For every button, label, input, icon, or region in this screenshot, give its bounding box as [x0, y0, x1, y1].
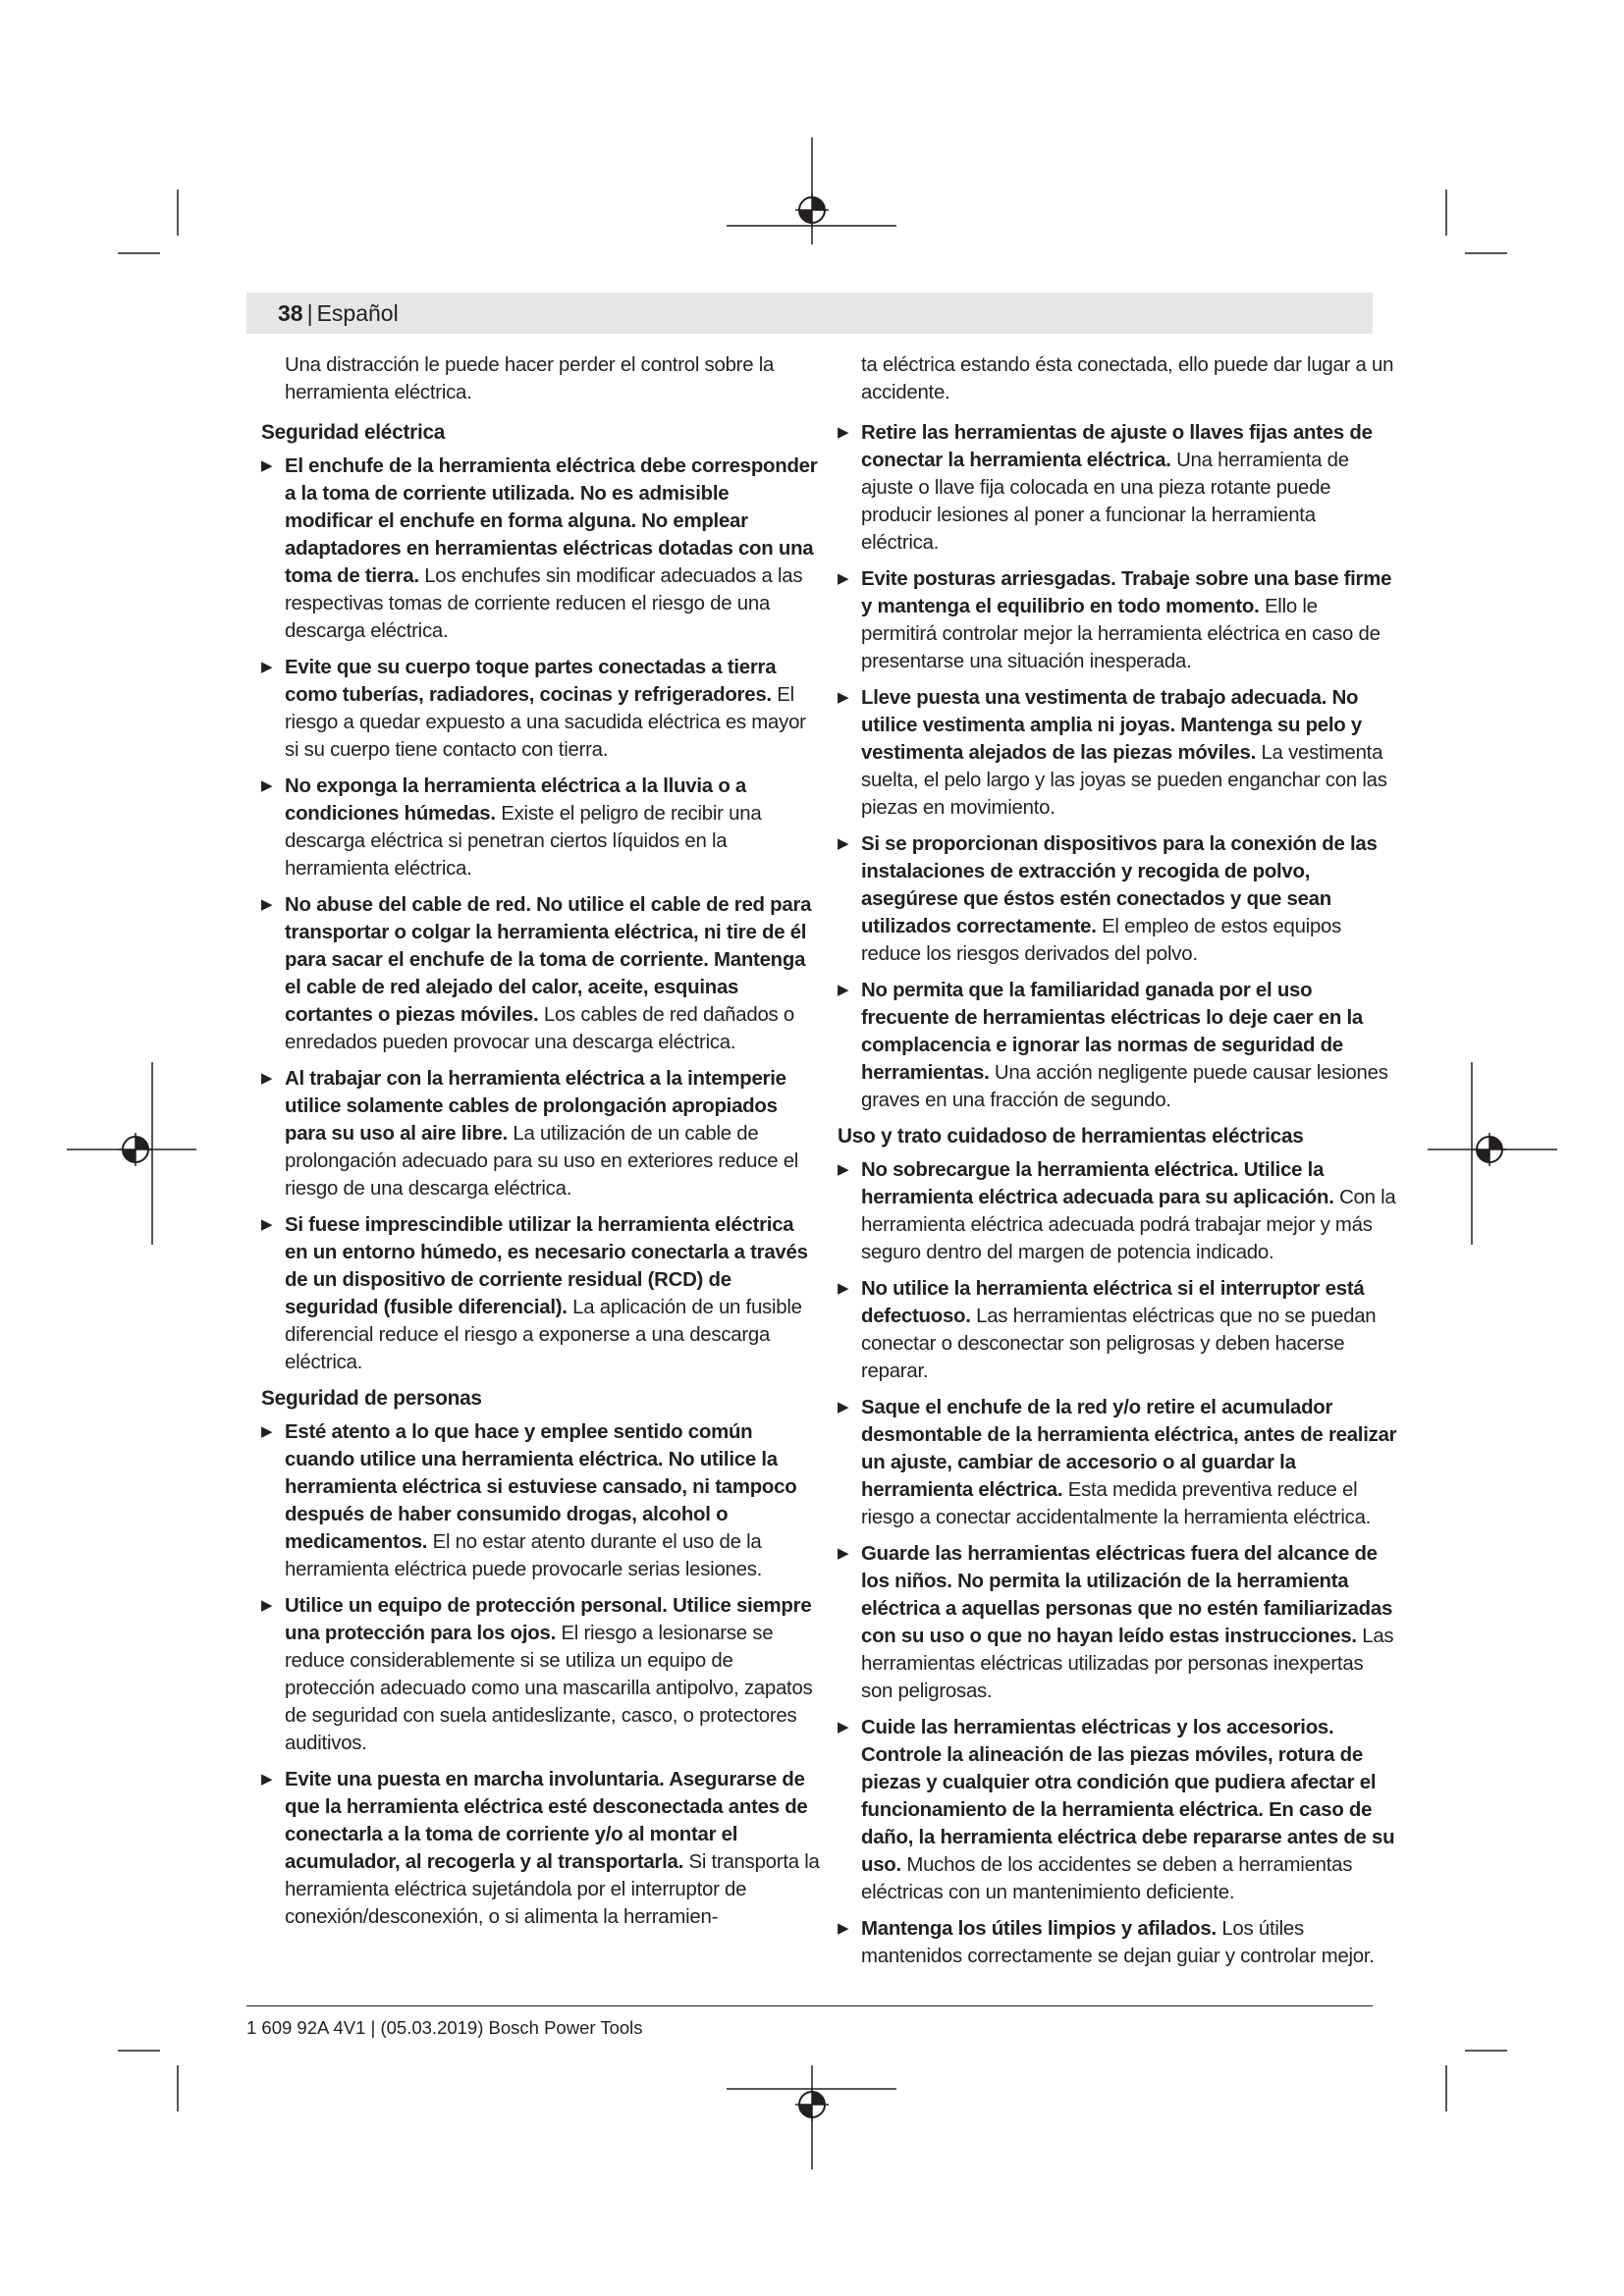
- item-text: El riesgo a lesionarse se reduce considerablemente si se utiliza un equipo de protección adecuado como una mascarilla antipolvo, zapatos de seguridad con suela antideslizante, casco, o protectores auditivos.: [285, 1623, 813, 1754]
- triangle-bullet-icon: ▶: [261, 777, 273, 794]
- list-item: [261, 1211, 821, 1376]
- item-text: La vestimenta suelta, el pelo largo y las joyas se pueden enganchar con las piezas en movimiento.: [861, 742, 1387, 819]
- item-bold-text: Esté atento a lo que hace y emplee sentido común cuando utilice una herramienta eléctrica. No utilice la herramienta eléctrica si estuviese cansado, ni tampoco después de haber consumido drogas, alcohol o medicamentos.: [285, 1421, 797, 1553]
- section-heading: Uso y trato cuidadoso de herramientas eléctricas: [838, 1125, 1304, 1148]
- list-item: [261, 654, 821, 764]
- item-text: Una herramienta de ajuste o llave fija colocada en una pieza rotante puede producir lesiones al poner a funcionar la herramienta eléctrica.: [861, 450, 1349, 554]
- item-text: Los cables de red dañados o enredados pueden provocar una descarga eléctrica.: [285, 1004, 794, 1053]
- triangle-bullet-icon: ▶: [838, 1399, 849, 1415]
- item-text: Con la herramienta eléctrica adecuada podrá trabajar mejor y más seguro dentro del margen de potencia indicado.: [861, 1187, 1396, 1263]
- list-item: [261, 891, 821, 1056]
- item-text: Si transporta la herramienta eléctrica sujetándola por el interruptor de conexión/desconexión, o si alimenta la herramien-: [285, 1851, 820, 1928]
- item-bold-text: Si se proporcionan dispositivos para la conexión de las instalaciones de extracción y recogida de polvo, asegúrese que éstos estén conectados y que sean utilizados correctamente.: [861, 833, 1378, 937]
- item-bold-text: No exponga la herramienta eléctrica a la lluvia o a condiciones húmedas.: [285, 775, 747, 825]
- list-item: [261, 1592, 821, 1757]
- list-item: [838, 1275, 1397, 1385]
- list-item: [838, 1540, 1397, 1705]
- header-language: Español: [316, 300, 399, 326]
- item-bold-text: Lleve puesta una vestimenta de trabajo adecuada. No utilice vestimenta amplia ni joyas. Mantenga su pelo y vestimenta alejados de las piezas móviles.: [861, 687, 1363, 764]
- item-bold-text: No utilice la herramienta eléctrica si el interruptor está defectuoso.: [861, 1278, 1365, 1327]
- page-number: 38: [278, 300, 303, 326]
- item-text: Los enchufes sin modificar adecuados a las respectivas tomas de corriente reducen el riesgo de una descarga eléctrica.: [285, 565, 803, 642]
- triangle-bullet-icon: ▶: [261, 457, 273, 474]
- triangle-bullet-icon: ▶: [261, 1771, 273, 1788]
- triangle-bullet-icon: ▶: [261, 1423, 273, 1440]
- item-text: El empleo de estos equipos reduce los riesgos derivados del polvo.: [861, 916, 1342, 965]
- right-column: [838, 351, 1397, 1979]
- triangle-bullet-icon: ▶: [838, 982, 849, 998]
- list-item: [261, 453, 821, 645]
- footer-rule: [246, 2005, 1373, 2006]
- continuation-text: Una distracción le puede hacer perder el control sobre la herramienta eléctrica.: [285, 354, 775, 403]
- item-text: Ello le permitirá controlar mejor la herramienta eléctrica en caso de presentarse una situación inesperada.: [861, 596, 1380, 672]
- triangle-bullet-icon: ▶: [838, 1920, 849, 1937]
- list-item: [838, 565, 1397, 675]
- list-item: [838, 830, 1397, 968]
- left-column: [261, 351, 821, 1940]
- item-text: La utilización de un cable de prolongación adecuado para su uso en exteriores reduce el riesgo de una descarga eléctrica.: [285, 1123, 799, 1200]
- page-footer: 1 609 92A 4V1 | (05.03.2019) Bosch Power Tools: [246, 2017, 643, 2038]
- triangle-bullet-icon: ▶: [261, 896, 273, 913]
- item-bold-text: Evite que su cuerpo toque partes conectadas a tierra como tuberías, radiadores, cocinas y refrigeradores.: [285, 657, 777, 706]
- item-bold-text: Utilice un equipo de protección personal. Utilice siempre una protección para los ojos.: [285, 1595, 812, 1644]
- triangle-bullet-icon: ▶: [261, 1216, 273, 1233]
- triangle-bullet-icon: ▶: [838, 1280, 849, 1297]
- header-separator: |: [306, 300, 313, 326]
- triangle-bullet-icon: ▶: [838, 1161, 849, 1178]
- list-item: [261, 773, 821, 882]
- registration-mark-icon: [795, 2088, 829, 2121]
- item-text: Los útiles mantenidos correctamente se dejan guiar y controlar mejor.: [861, 1918, 1375, 1967]
- item-bold-text: Retire las herramientas de ajuste o llaves fijas antes de conectar la herramienta eléctrica.: [861, 422, 1373, 471]
- item-text: Esta medida preventiva reduce el riesgo a conectar accidentalmente la herramienta eléctrica.: [861, 1479, 1372, 1528]
- item-bold-text: Saque el enchufe de la red y/o retire el acumulador desmontable de la herramienta eléctrica, antes de realizar un ajuste, cambiar de accesorio o al guardar la herramienta eléctrica.: [861, 1397, 1397, 1501]
- item-text: Una acción negligente puede causar lesiones graves en una fracción de segundo.: [861, 1062, 1388, 1111]
- list-item: [838, 1915, 1397, 1970]
- item-bold-text: Al trabajar con la herramienta eléctrica a la intemperie utilice solamente cables de prolongación apropiados para su uso al aire libre.: [285, 1068, 786, 1145]
- item-text: La aplicación de un fusible diferencial reduce el riesgo a exponerse a una descarga eléctrica.: [285, 1297, 802, 1373]
- list-item: [261, 1766, 821, 1931]
- list-item: [838, 1394, 1397, 1531]
- triangle-bullet-icon: ▶: [838, 570, 849, 587]
- continuation-text: ta eléctrica estando ésta conectada, ello puede dar lugar a un accidente.: [861, 354, 1394, 403]
- item-bold-text: Evite una puesta en marcha involuntaria. Asegurarse de que la herramienta eléctrica esté desconectada antes de conectarla a la toma de corriente y/o al montar el acumulador, al recogerla y al transportarla.: [285, 1769, 808, 1873]
- list-item: [838, 1156, 1397, 1266]
- list-item: [838, 977, 1397, 1114]
- item-text: Muchos de los accidentes se deben a herramientas eléctricas con un mantenimiento deficiente.: [861, 1854, 1353, 1903]
- item-bold-text: Cuide las herramientas eléctricas y los accesorios. Controle la alineación de las piezas móviles, rotura de piezas y cualquier otra condición que pudiera afectar el funcionamiento de la herramienta eléctrica. En caso de daño, la herramienta eléctrica debe repararse antes de su uso.: [861, 1717, 1395, 1876]
- triangle-bullet-icon: ▶: [838, 424, 849, 441]
- triangle-bullet-icon: ▶: [838, 835, 849, 852]
- list-item: [838, 1714, 1397, 1906]
- triangle-bullet-icon: ▶: [838, 1719, 849, 1735]
- item-text: Las herramientas eléctricas que no se puedan conectar o desconectar son peligrosas y deben hacerse reparar.: [861, 1306, 1377, 1382]
- triangle-bullet-icon: ▶: [261, 659, 273, 675]
- page-header: [246, 293, 1373, 334]
- item-bold-text: No sobrecargue la herramienta eléctrica. Utilice la herramienta eléctrica adecuada para su aplicación.: [861, 1159, 1334, 1208]
- triangle-bullet-icon: ▶: [261, 1597, 273, 1614]
- triangle-bullet-icon: ▶: [838, 689, 849, 706]
- section-heading: Seguridad de personas: [261, 1387, 482, 1410]
- item-bold-text: Mantenga los útiles limpios y afilados.: [861, 1918, 1217, 1940]
- list-item: [261, 1065, 821, 1202]
- section-heading: Seguridad eléctrica: [261, 421, 446, 444]
- item-bold-text: Evite posturas arriesgadas. Trabaje sobre una base firme y mantenga el equilibrio en todo momento.: [861, 568, 1392, 617]
- item-bold-text: Si fuese imprescindible utilizar la herramienta eléctrica en un entorno húmedo, es necesario conectarla a través de un dispositivo de corriente residual (RCD) de seguridad (fusible diferencial).: [285, 1214, 808, 1318]
- item-text: El no estar atento durante el uso de la herramienta eléctrica puede provocarle serias lesiones.: [285, 1531, 763, 1580]
- list-item: [261, 1418, 821, 1583]
- item-bold-text: No permita que la familiaridad ganada por el uso frecuente de herramientas eléctricas lo deje caer en la complacencia e ignorar las normas de seguridad de herramientas.: [861, 980, 1364, 1084]
- list-item: [838, 419, 1397, 557]
- item-text: Las herramientas eléctricas utilizadas por personas inexpertas son peligrosas.: [861, 1626, 1394, 1702]
- item-bold-text: No abuse del cable de red. No utilice el cable de red para transportar o colgar la herramienta eléctrica, ni tire de él para sacar el enchufe de la toma de corriente. Mantenga el cable de red alejado del calor, aceite, esquinas cortantes o piezas móviles.: [285, 894, 812, 1026]
- item-bold-text: El enchufe de la herramienta eléctrica debe corresponder a la toma de corriente utilizada. No es admisible modificar el enchufe en forma alguna. No emplear adaptadores en herramientas eléctricas dotadas con una toma de tierra.: [285, 455, 818, 587]
- item-text: El riesgo a quedar expuesto a una sacudida eléctrica es mayor si su cuerpo tiene contacto con tierra.: [285, 684, 806, 761]
- triangle-bullet-icon: ▶: [261, 1070, 273, 1087]
- triangle-bullet-icon: ▶: [838, 1545, 849, 1562]
- registration-mark-icon: [1473, 1133, 1506, 1166]
- item-text: Existe el peligro de recibir una descarga eléctrica si penetran ciertos líquidos en la herramienta eléctrica.: [285, 803, 762, 880]
- registration-mark-icon: [119, 1133, 152, 1166]
- registration-mark-icon: [795, 193, 829, 227]
- list-item: [838, 684, 1397, 822]
- item-bold-text: Guarde las herramientas eléctricas fuera del alcance de los niños. No permita la utilización de la herramienta eléctrica a aquellas personas que no estén familiarizadas con su uso o que no hayan leído estas instrucciones.: [861, 1543, 1393, 1647]
